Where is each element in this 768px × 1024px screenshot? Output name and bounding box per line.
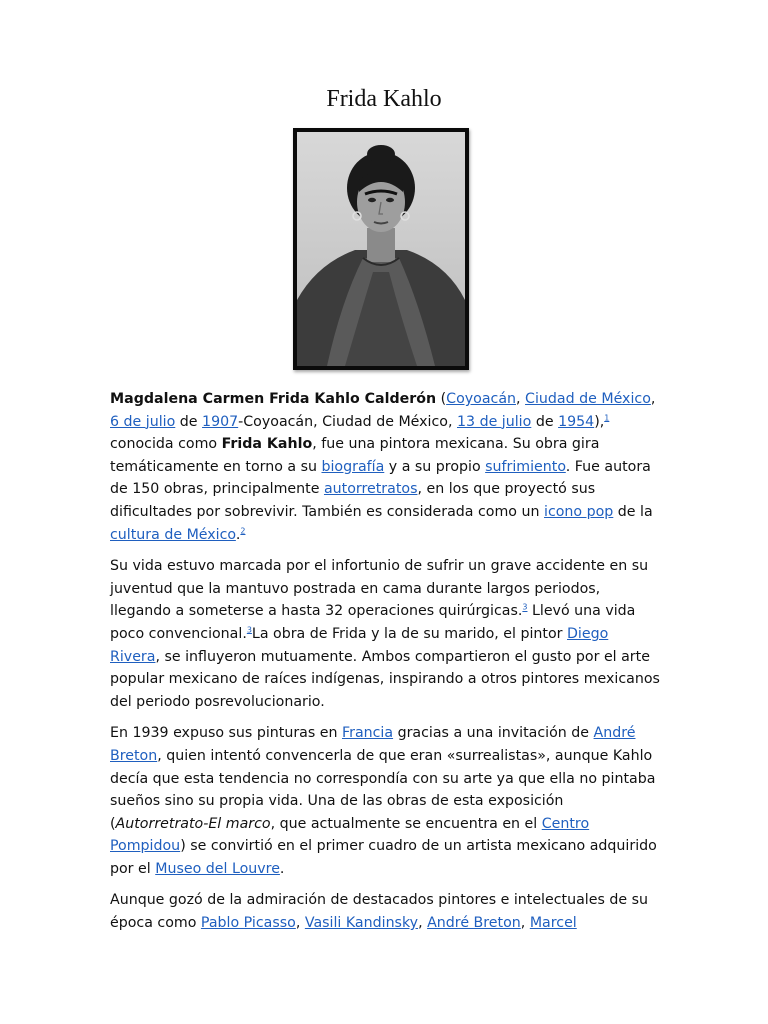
text: La obra de Frida y la de su marido, el pintor (251, 625, 567, 642)
footnote-ref-3[interactable]: 3 (522, 602, 528, 612)
text: ( (436, 391, 447, 407)
link-vasili-kandinsky[interactable]: Vasili Kandinsky (304, 915, 419, 932)
link-autorretratos[interactable]: autorretratos (323, 481, 418, 498)
text: ), (594, 413, 605, 430)
footnote-ref-1[interactable]: 1 (604, 412, 610, 422)
link-coyoacan[interactable]: Coyoacán (446, 391, 516, 407)
link-1954[interactable]: 1954 (558, 413, 595, 430)
text: de (175, 413, 203, 430)
text: conocida como (110, 436, 222, 453)
text: -Coyoacán, Ciudad de México, (238, 413, 457, 430)
text: de la (613, 503, 653, 520)
page-title: Frida Kahlo (326, 86, 442, 112)
text: Llevó una vida poco convencional. (110, 603, 636, 642)
footnote-ref-3b[interactable]: 3 (246, 625, 252, 635)
portrait-photo (293, 128, 469, 370)
link-6-de-julio[interactable]: 6 de julio (110, 413, 176, 430)
text: gracias a una invitación de (393, 725, 594, 742)
text: , en los que proyectó sus dificultades por sobrevivir. También es considerada como un (110, 481, 596, 520)
link-1907[interactable]: 1907 (202, 413, 239, 430)
text: . (235, 526, 241, 543)
text: ) se convirtió en el primer cuadro de un artista mexicano adquirido por el (110, 838, 657, 877)
full-name: Magdalena Carmen Frida Kahlo Calderón (110, 391, 437, 407)
link-sufrimiento[interactable]: sufrimiento (485, 458, 566, 475)
text: , que actualmente se encuentra en el (270, 815, 542, 832)
link-centro-pompidou[interactable]: Centro Pompidou (110, 815, 590, 855)
text: . (279, 860, 285, 877)
link-andre-breton-2[interactable]: André Breton (427, 915, 521, 932)
bold-name: Frida Kahlo (221, 436, 313, 453)
text: Su vida estuvo marcada por el infortunio de sufrir un grave accidente en su juventud que la mantuvo postrada en cama durante largos periodos, llegando a someterse a hasta 32 operaciones quirúrgicas. (110, 558, 649, 620)
paragraph-1 (110, 388, 662, 546)
text: , quien intentó convencerla de que eran «surrealistas», aunque Kahlo decía que esta tendencia no correspondía con su arte ya que ella no pintaba sueños sino su propia vida. Una de las obras de esta exposición ( (110, 747, 656, 832)
text: , (516, 391, 526, 407)
paragraph-4 (110, 889, 662, 934)
link-biografia[interactable]: biografía (321, 458, 385, 475)
link-13-de-julio[interactable]: 13 de julio (457, 413, 532, 430)
text: , fue una pintora mexicana. Su obra gira temáticamente en torno a su (110, 436, 600, 475)
text: , (520, 915, 530, 932)
text: y a su propio (384, 458, 486, 475)
artwork-title: Autorretrato-El marco (115, 815, 271, 832)
link-ciudad-de-mexico[interactable]: Ciudad de México (525, 391, 651, 407)
link-andre-breton[interactable]: André Breton (110, 725, 636, 764)
paragraph-2 (110, 555, 662, 713)
text: , (650, 391, 656, 407)
link-icono-pop[interactable]: icono pop (544, 503, 614, 520)
link-francia[interactable]: Francia (341, 725, 394, 742)
text: En 1939 expuso sus pinturas en (110, 725, 342, 742)
link-diego-rivera[interactable]: Diego Rivera (110, 625, 609, 665)
link-museo-del-louvre[interactable]: Museo del Louvre (155, 860, 280, 877)
text: , (295, 915, 305, 932)
text: de (531, 413, 559, 430)
text: , se influyeron mutuamente. Ambos compartieron el gusto por el arte popular mexicano de raíces indígenas, inspirando a otros pintores mexicanos del periodo posrevolucionario. (110, 648, 660, 710)
link-marcel[interactable]: Marcel (529, 915, 577, 932)
text: Aunque gozó de la admiración de destacados pintores e intelectuales de su época como (110, 892, 648, 932)
text: , (418, 915, 428, 932)
article-body (110, 388, 662, 944)
footnote-ref-2[interactable]: 2 (240, 525, 246, 535)
link-cultura-de-mexico[interactable]: cultura de México (110, 526, 236, 543)
link-pablo-picasso[interactable]: Pablo Picasso (200, 915, 296, 932)
paragraph-3 (110, 722, 662, 880)
text: . Fue autora de 150 obras, principalmente (110, 458, 651, 498)
